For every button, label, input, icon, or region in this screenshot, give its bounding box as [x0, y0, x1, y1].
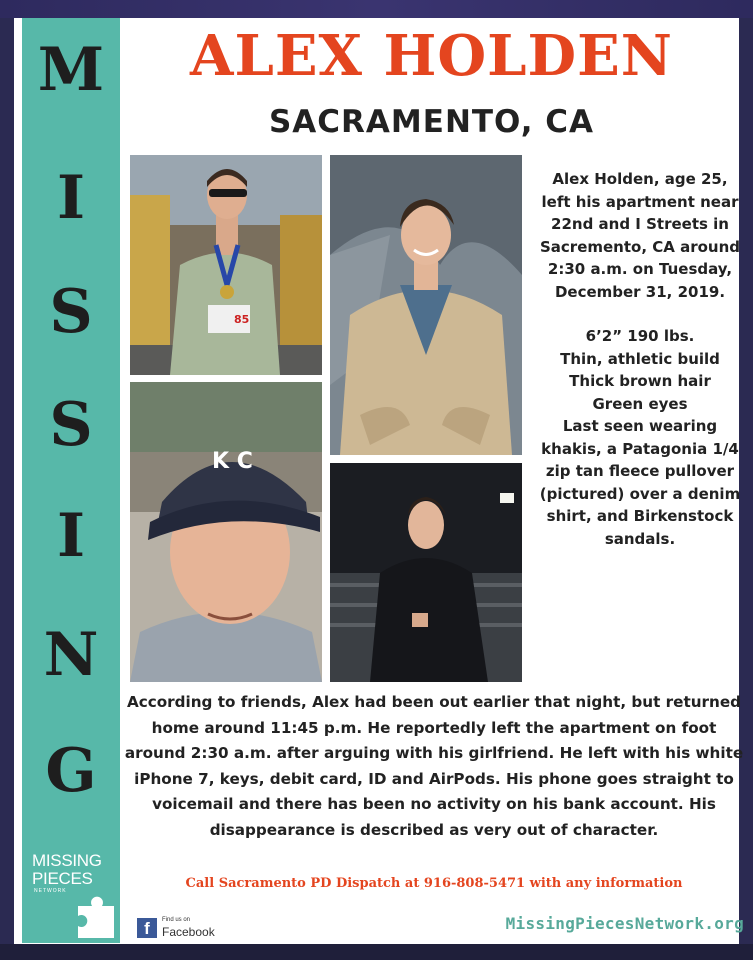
missing-letter-m: M — [37, 35, 105, 105]
puzzle-piece-icon — [26, 848, 116, 940]
hair: Thick brown hair — [569, 372, 711, 390]
bib-number: 85 — [234, 313, 250, 326]
missing-letter-s: S — [49, 390, 93, 460]
disappearance-summary: Alex Holden, age 25, left his apartment near 22nd and I Streets in Sacremento, CA around 2:30 a.m. on Tuesday, December 31, 2019. — [539, 170, 741, 301]
facebook-label: Facebook — [162, 925, 215, 939]
website-link[interactable]: MissingPiecesNetwork.org — [505, 914, 744, 933]
facebook-small-text: Find us on — [162, 917, 191, 923]
facebook-icon: f — [137, 918, 157, 938]
missing-letter-s: S — [49, 277, 93, 347]
missing-letter-i: I — [56, 163, 86, 233]
missing-letter-n: N — [43, 620, 99, 690]
photo-marathon — [130, 155, 322, 375]
missing-letter-i: I — [56, 501, 86, 571]
missing-sidebar — [22, 18, 120, 943]
height-weight: 6’2” 190 lbs. — [585, 327, 695, 345]
eyes: Green eyes — [592, 394, 688, 413]
missing-location: SACRAMENTO, CA — [268, 104, 595, 140]
page-background-bottom — [0, 944, 753, 960]
photo-stadium-image — [330, 463, 522, 682]
facebook-link[interactable] — [137, 915, 237, 945]
photo-fleece-image — [330, 155, 522, 455]
missing-poster — [14, 18, 744, 946]
photo-fleece — [330, 155, 522, 455]
photo-cap — [130, 382, 322, 682]
missing-person-name: ALEX HOLDEN — [190, 23, 673, 89]
build: Thin, athletic build — [560, 349, 720, 368]
cap-letters: K C — [212, 449, 253, 474]
physical-description — [536, 168, 744, 550]
story-paragraph: According to friends, Alex had been out earlier that night, but returned home around 11:45 p.m. He reportedly left the apartment on foot around 2:30 a.m. after arguing with his girlfriend. He left with his white iPhone 7, keys, debit card, ID and AirPods. His phone goes straight to voicemail and there has been no activity on his bank account. His disappearance is described as very out of character. — [124, 693, 744, 839]
missing-letter-g: G — [45, 736, 97, 806]
photo-cap-image — [130, 382, 322, 682]
page-background-top — [0, 0, 753, 18]
call-to-action: Call Sacramento PD Dispatch at 916-808-5471 with any information — [185, 876, 683, 891]
clothing: Last seen wearing khakis, a Patagonia 1/4 zip tan fleece pullover (pictured) over a denim shirt, and Birkenstock sandals. — [539, 417, 741, 548]
photo-marathon-image — [130, 155, 322, 375]
logo-line-2: PIECES — [32, 869, 93, 888]
logo-line-1: MISSING — [32, 851, 102, 870]
logo-line-3: NETWORK — [34, 888, 67, 894]
photo-stadium — [330, 463, 522, 682]
missing-pieces-logo — [26, 848, 116, 940]
